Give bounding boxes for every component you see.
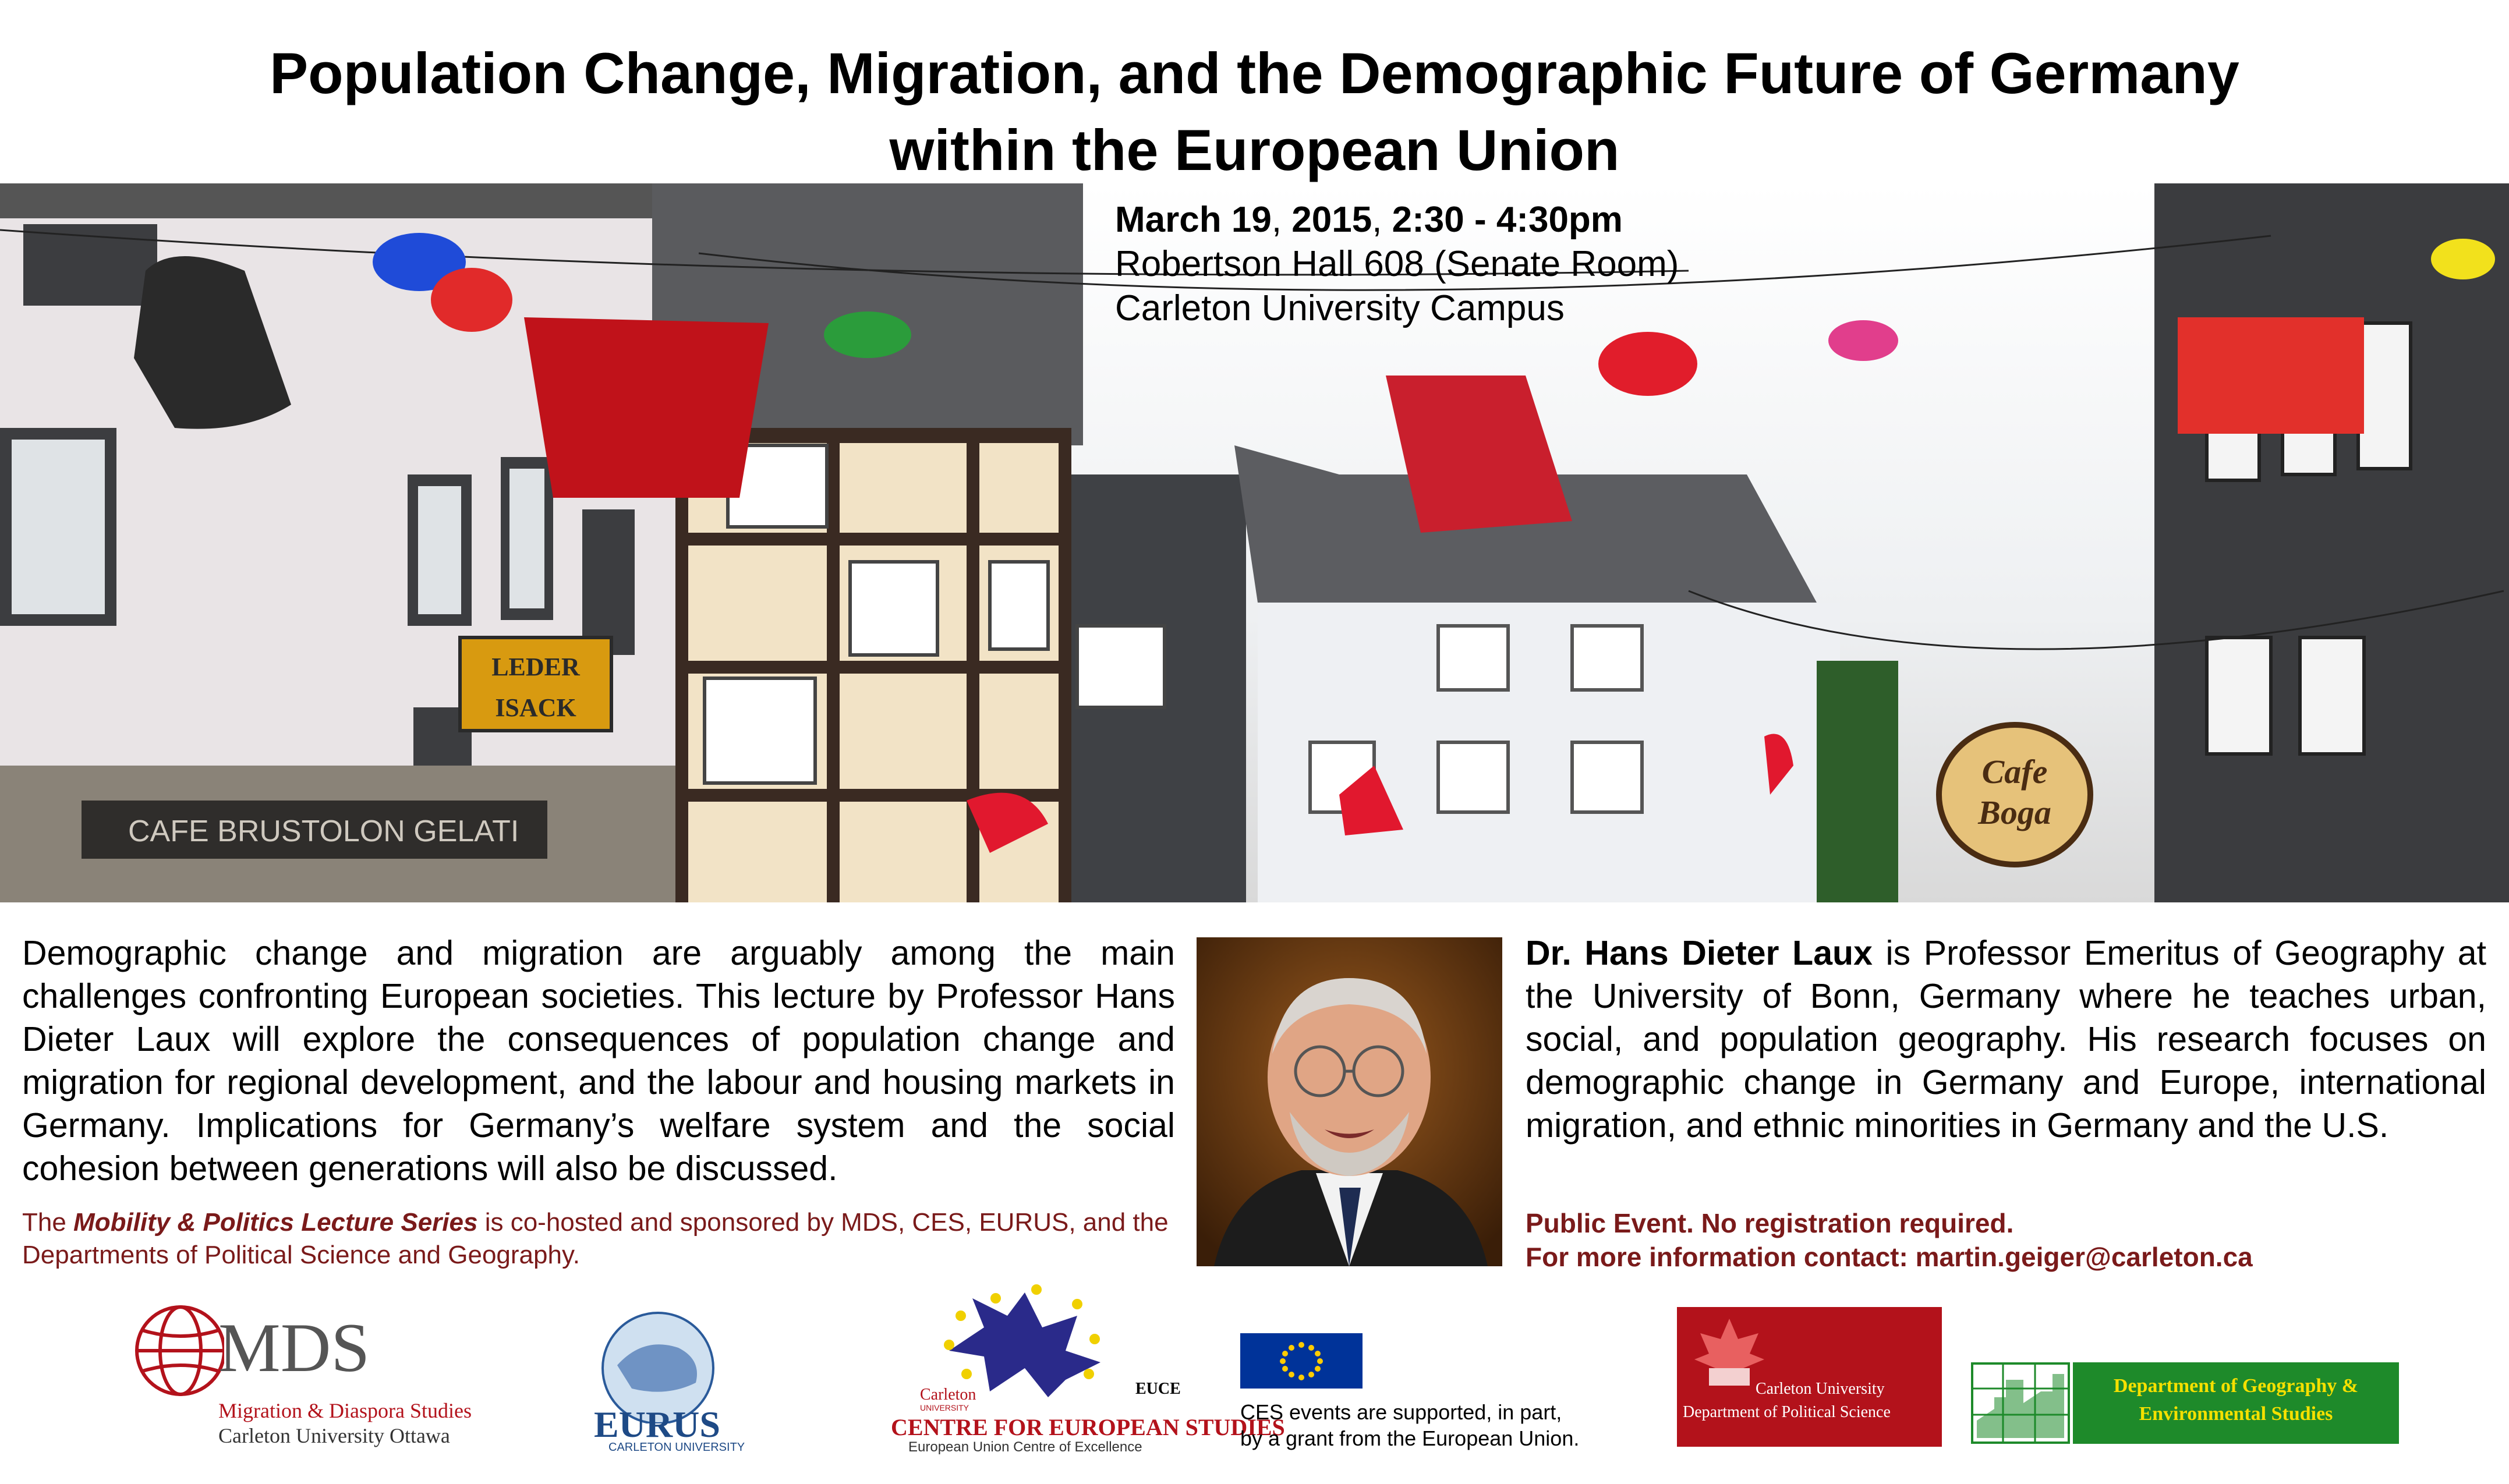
event-year: 2015 (1291, 200, 1372, 240)
ces-name: CENTRE FOR EUROPEAN STUDIES (891, 1414, 1285, 1440)
geography-line-1: Department of Geography & (2113, 1375, 2359, 1397)
series-prefix: The (22, 1208, 74, 1237)
eurus-name: EURUS (594, 1404, 720, 1445)
speaker-name: Dr. Hans Dieter Laux (1526, 934, 1873, 972)
event-time: 2:30 - 4:30pm (1392, 200, 1623, 240)
ces-logo[interactable] (891, 1281, 1285, 1455)
contact-email-line[interactable]: For more information contact: martin.geiger@carleton.ca (1526, 1242, 2253, 1272)
mds-logo[interactable] (131, 1298, 480, 1450)
eu-caption-2: by a grant from the European Union. (1240, 1426, 1580, 1450)
series-suffix: is co-hosted and sponsored by MDS, CES, EURUS, and the Departments of Political Science and Geography. (22, 1208, 1169, 1269)
event-date-line (1115, 198, 1679, 242)
series-name: Mobility & Politics Lecture Series (73, 1208, 478, 1237)
public-event-note: Public Event. No registration required. (1526, 1208, 2014, 1238)
series-sponsor-note (22, 1206, 1175, 1272)
mds-line-2: Carleton University Ottawa (218, 1424, 450, 1447)
ces-sub: European Union Centre of Excellence (908, 1439, 1142, 1455)
ces-university: UNIVERSITY (920, 1403, 969, 1412)
title-line-2: within the European Union (889, 118, 1620, 182)
event-campus: Carleton University Campus (1115, 288, 1565, 328)
awning-text: CAFE BRUSTOLON GELATI (128, 814, 519, 848)
geography-logo[interactable] (1971, 1362, 2402, 1444)
speaker-portrait (1197, 937, 1502, 1266)
ces-euce: EUCE (1135, 1380, 1181, 1398)
speaker-photo (1197, 937, 1502, 1266)
polisci-line-1: Carleton University (1756, 1380, 1885, 1398)
cafe-sign-text-2: Boga (1978, 794, 2051, 831)
leder-sign-text-1: LEDER (491, 653, 580, 681)
poster-title (0, 35, 2509, 189)
leder-isack-sign (460, 637, 611, 731)
geography-grid-icon (1971, 1362, 2070, 1444)
eu-caption-1: CES events are supported, in part, (1240, 1400, 1562, 1424)
lecture-description: Demographic change and migration are arguably among the main challenges confronting European societies. This lecture by Professor Hans Dieter Laux will explore the consequences of population change and migration for regional development, and the labour and housing markets in Germany. Implications for Germany’s welfare system and the social cohesion between generations will also be discussed. (22, 934, 1175, 1188)
mds-line-1: Migration & Diaspora Studies (218, 1399, 472, 1422)
cafe-boga-sign (1939, 725, 2090, 865)
geography-line-2: Environmental Studies (2139, 1403, 2333, 1425)
eu-support (1240, 1333, 1601, 1461)
eu-flag-icon (1240, 1333, 1363, 1389)
event-room: Robertson Hall 608 (Senate Room) (1115, 244, 1679, 284)
polisci-line-2: Department of Political Science (1683, 1403, 1891, 1421)
speaker-bio (1526, 932, 2486, 1147)
event-details (1115, 198, 1679, 331)
geography-banner (2073, 1362, 2399, 1444)
globe-icon (131, 1298, 224, 1403)
ces-carleton: Carleton (920, 1386, 976, 1404)
contact-info (1526, 1206, 2486, 1274)
event-date: March 19 (1115, 200, 1272, 240)
eurus-sub: CARLETON UNIVERSITY (608, 1441, 745, 1454)
polisci-logo[interactable] (1677, 1307, 1942, 1447)
speaker-bio-text: is Professor Emeritus of Geography at the University of Bonn, Germany where he teaches urban, social, and population geography. His research focuses on demographic change in Germany and Europe, international migration, and ethnic minorities in Germany and the U.S. (1526, 934, 2487, 1145)
eurus-logo[interactable] (562, 1295, 754, 1455)
event-sep-1: , (1271, 200, 1292, 240)
leder-sign-text-2: ISACK (495, 693, 576, 722)
title-line-1: Population Change, Migration, and the Demographic Future of Germany (270, 41, 2239, 105)
event-sep-2: , (1372, 200, 1392, 240)
cafe-sign-text-1: Cafe (1981, 753, 2048, 791)
mds-abbr: MDS (218, 1309, 370, 1386)
